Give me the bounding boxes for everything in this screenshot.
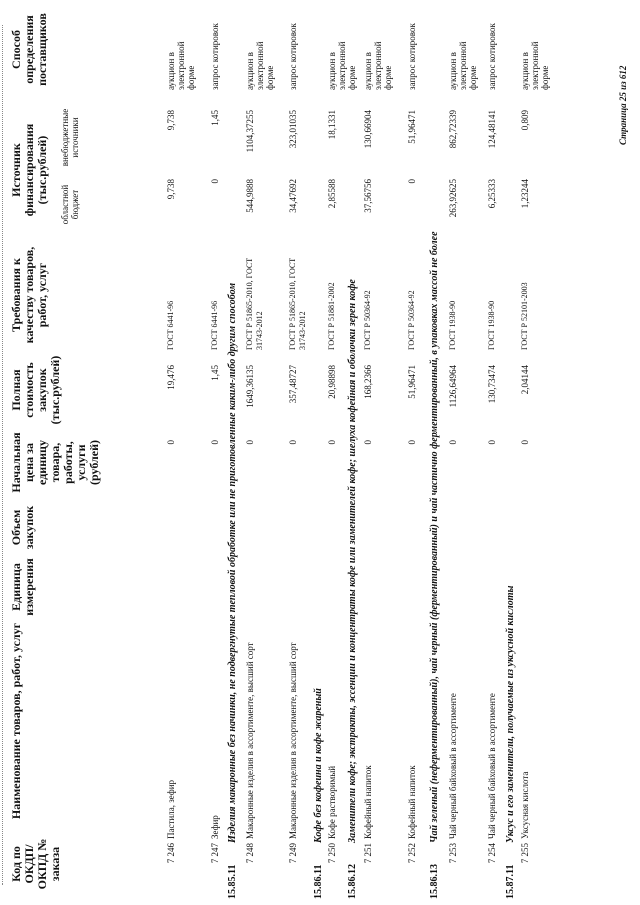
quality-standard: ГОСТ 6441-96 — [166, 300, 175, 350]
regional-budget: 544,9888 — [245, 179, 255, 213]
item-name: Чай черный байховый в ассортименте — [448, 693, 458, 839]
item-name: Кофейный напиток — [407, 765, 417, 839]
col-header-total: Полная стоимость закупок (тыс.рублей) — [9, 355, 62, 425]
procurement-method: аукцион в электронной форме — [448, 41, 478, 90]
section-title: Кофе без кофеина и кофе жареный — [313, 688, 324, 843]
unit-price: 0 — [245, 440, 255, 445]
quality-standard: ГОСТ Р 52101-2003 — [520, 282, 529, 350]
procurement-method: запрос котировок — [487, 23, 497, 90]
procurement-method: аукцион в электронной форме — [363, 41, 393, 90]
order-number: 7 246 — [166, 843, 176, 864]
extra-budget: 51,96471 — [407, 110, 417, 144]
unit-price: 0 — [210, 440, 220, 445]
unit-price: 0 — [407, 440, 417, 445]
total-cost: 357,48727 — [288, 365, 298, 404]
order-number: 7 253 — [448, 843, 458, 864]
regional-budget: 263,92625 — [448, 179, 458, 218]
section-code: 15.86.12 — [347, 864, 358, 899]
extra-budget: 862,72339 — [448, 110, 458, 149]
col-header-extrabudget: внебюджетные источники — [60, 108, 80, 167]
total-cost: 1649,36135 — [245, 365, 255, 408]
procurement-method: аукцион в электронной форме — [245, 41, 275, 90]
section-header — [347, 279, 358, 899]
col-header-unit: Единица измерения — [9, 558, 36, 616]
order-number: 7 254 — [487, 843, 497, 864]
procurement-method: запрос котировок — [210, 23, 220, 90]
quality-standard: ГОСТ Р 50364-92 — [407, 290, 416, 350]
page-footer: Страница 25 из 612 — [618, 65, 628, 145]
total-cost: 130,73474 — [487, 365, 497, 404]
quality-standard: ГОСТ 1938-90 — [487, 300, 496, 350]
total-cost: 51,96471 — [407, 365, 417, 399]
total-cost: 2,04144 — [520, 365, 530, 395]
procurement-method: запрос котировок — [407, 23, 417, 90]
unit-price: 0 — [448, 440, 458, 445]
extra-budget: 323,01035 — [288, 110, 298, 149]
item-name: Уксусная кислота — [520, 771, 530, 839]
col-header-regional: областной бюджет — [60, 184, 80, 225]
unit-price: 0 — [520, 440, 530, 445]
total-cost: 20,98898 — [327, 365, 337, 399]
col-header-funding: Источник финансирования (тыс.рублей) — [9, 123, 49, 217]
col-header-quality: Требования к качеству товаров, работ, услуг — [9, 246, 49, 344]
section-code: 15.86.13 — [429, 864, 440, 899]
regional-budget: 34,47692 — [288, 179, 298, 213]
regional-budget: 6,25333 — [487, 179, 497, 209]
section-code: 15.85.11 — [227, 864, 238, 899]
extra-budget: 130,66904 — [363, 110, 373, 149]
order-number: 7 252 — [407, 843, 417, 864]
extra-budget: 1,45 — [210, 110, 220, 126]
order-number: 7 249 — [288, 843, 298, 864]
section-title: Заменители кофе; экстракты, эссенции и концентраты кофе или заменителей кофе; шелуха кофейная и оболочки зерен кофе — [347, 279, 358, 843]
section-header — [505, 586, 516, 899]
scan-artifact — [2, 25, 9, 885]
section-header — [429, 231, 440, 899]
section-code: 15.86.11 — [313, 864, 324, 899]
quality-standard: ГОСТ 6441-96 — [210, 300, 219, 350]
unit-price: 0 — [487, 440, 497, 445]
quality-standard: ГОСТ Р 51881-2002 — [327, 282, 336, 350]
item-name: Зефир — [210, 815, 220, 839]
item-name: Кофе растворимый — [327, 765, 337, 839]
section-title: Уксус и его заменители, получаемые из уксусной кислоты — [505, 585, 516, 843]
order-number: 7 247 — [210, 843, 220, 864]
quality-standard: ГОСТ 1938-90 — [448, 300, 457, 350]
item-name: Кофейный напиток — [363, 765, 373, 839]
section-header — [313, 688, 324, 899]
order-number: 7 255 — [520, 843, 530, 864]
col-header-code: Код по ОКДП/ ОКПД № заказа — [9, 838, 62, 890]
section-header — [227, 283, 238, 899]
total-cost: 168,2366 — [363, 365, 373, 399]
extra-budget: 1104,37255 — [245, 110, 255, 153]
extra-budget: 124,48141 — [487, 110, 497, 149]
total-cost: 1126,64964 — [448, 365, 458, 408]
unit-price: 0 — [363, 440, 373, 445]
unit-price: 0 — [327, 440, 337, 445]
order-number: 7 248 — [245, 843, 255, 864]
procurement-method: запрос котировок — [288, 23, 298, 90]
item-name: Чай черный байховый в ассортименте — [487, 693, 497, 839]
procurement-method: аукцион в электронной форме — [520, 41, 550, 90]
total-cost: 19,476 — [166, 365, 176, 390]
order-number: 7 251 — [363, 843, 373, 864]
section-code: 15.87.11 — [505, 864, 516, 899]
col-header-name: Наименование товаров, работ, услуг — [9, 622, 23, 820]
regional-budget: 37,56756 — [363, 179, 373, 213]
procurement-method: аукцион в электронной форме — [166, 41, 196, 90]
quality-standard: ГОСТ Р 50364-92 — [363, 290, 372, 350]
item-name: Пастила, зефир — [166, 779, 176, 839]
regional-budget: 0 — [210, 179, 220, 184]
procurement-method: аукцион в электронной форме — [327, 41, 357, 90]
regional-budget: 0 — [407, 179, 417, 184]
item-name: Макаронные изделия в ассортименте, высший сорт — [288, 642, 298, 839]
section-title: Изделия макаронные без начинки, не подвергнутые тепловой обработке или не приготовленные каким-либо другим способом — [227, 282, 238, 843]
quality-standard: ГОСТ Р 51865-2010, ГОСТ 31743-2012 — [245, 257, 264, 350]
extra-budget: 0,809 — [520, 110, 530, 131]
quality-standard: ГОСТ Р 51865-2010, ГОСТ 31743-2012 — [288, 257, 307, 350]
regional-budget: 1,23244 — [520, 179, 530, 209]
col-header-method: Способ определения поставщиков — [9, 13, 49, 86]
col-header-price: Начальная цена за единицу товара, работы, услуги (рублей) — [9, 432, 101, 493]
col-header-volume: Объем закупок — [9, 505, 36, 550]
regional-budget: 2,85588 — [327, 179, 337, 209]
section-title: Чай зеленый (неферментированный), чай черный (ферментированный) и чай частично ферментированный, в упаковках массой не более — [429, 231, 440, 843]
order-number: 7 250 — [327, 843, 337, 864]
item-name: Макаронные изделия в ассортименте, высший сорт — [245, 642, 255, 839]
extra-budget: 9,738 — [166, 110, 176, 131]
regional-budget: 9,738 — [166, 179, 176, 200]
total-cost: 1,45 — [210, 365, 220, 381]
extra-budget: 18,1331 — [327, 110, 337, 140]
unit-price: 0 — [166, 440, 176, 445]
unit-price: 0 — [288, 440, 298, 445]
